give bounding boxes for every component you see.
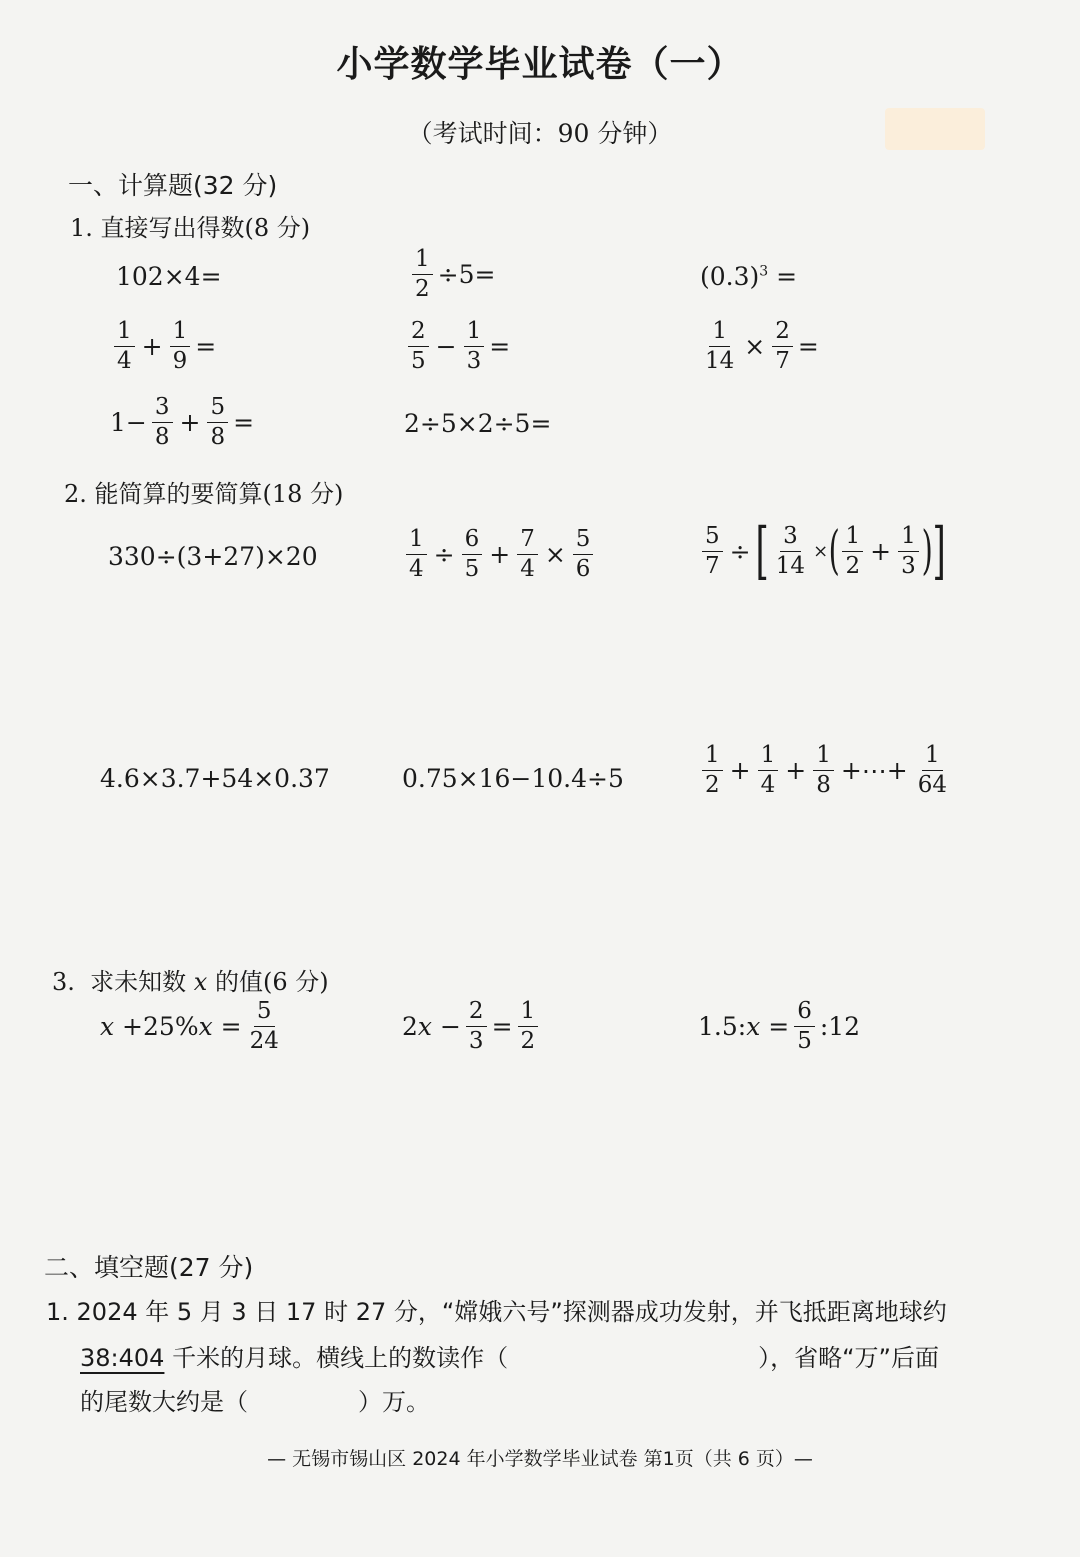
q1-item-2: $\frac{1}{2}$ ÷5= bbox=[410, 248, 495, 301]
q3-item-1: x +25%x = $\frac{5}{24}$ bbox=[100, 998, 279, 1054]
exam-duration: （考试时间：90 分钟） bbox=[407, 119, 673, 148]
q2-label: 2. 能简算的要简算(18 分) bbox=[64, 480, 344, 508]
q1-item-4: $\frac{1}{4}$ + $\frac{1}{9}$ = bbox=[112, 320, 216, 373]
q2-item-4: 4.6×3.7+54×0.37 bbox=[100, 764, 330, 793]
underlined-distance: 38:404 bbox=[80, 1344, 165, 1372]
q2-item-5: 0.75×16−10.4÷5 bbox=[402, 764, 624, 793]
q2-item-3: $\frac{5}{7}$ ÷ [ $\frac{3}{14}$ × ( $\frac{1}{2}$ + $\frac{1}{3}$ ) ] bbox=[700, 520, 945, 582]
q1-item-6: $\frac{1}{14}$ × $\frac{2}{7}$ = bbox=[705, 318, 819, 374]
section2-heading: 二、填空题(27 分) bbox=[44, 1253, 254, 1282]
exam-title: 小学数学毕业试卷（一） bbox=[336, 44, 744, 85]
q3-item-2: 2x − $\frac{2}{3}$ = $\frac{1}{2}$ bbox=[402, 1000, 540, 1053]
q2-item-2: $\frac{1}{4}$ ÷ $\frac{6}{5}$ + $\frac{7}{4}$ × $\frac{5}{6}$ bbox=[404, 528, 595, 581]
q2-item-1: 330÷(3+27)×20 bbox=[108, 542, 318, 571]
page-footer: — 无锡市锡山区 2024 年小学数学毕业试卷 第1页（共 6 页）— bbox=[267, 1448, 813, 1470]
q1-item-1-text: 102×4= bbox=[116, 262, 222, 291]
q1-item-1 bbox=[116, 262, 222, 291]
q2-item-6: $\frac{1}{2}$ + $\frac{1}{4}$ + $\frac{1}{8}$ +⋯+ $\frac{1}{64}$ bbox=[700, 744, 952, 797]
q1-label: 1. 直接写出得数(8 分) bbox=[70, 214, 311, 242]
q3-item-3: 1.5:x = $\frac{6}{5}$ :12 bbox=[698, 998, 861, 1054]
fill-q1-line3: 的尾数大约是（ ）万。 bbox=[80, 1388, 430, 1416]
q1-item-3: $(0.3)^3$ = bbox=[700, 262, 798, 291]
fill-q1-line2: 38:404 千米的月球。横线上的数读作（ ），省略“万”后面 bbox=[80, 1344, 939, 1372]
q1-item-5: $\frac{2}{5}$ − $\frac{1}{3}$ = bbox=[406, 320, 510, 373]
section1-heading: 一、计算题(32 分) bbox=[68, 171, 278, 200]
q1-item-7: 1− $\frac{3}{8}$ + $\frac{5}{8}$ = bbox=[110, 394, 255, 450]
q3-label: 3. 求未知数 x 的值(6 分) bbox=[52, 968, 329, 996]
fill-q1-line1: 1. 2024 年 5 月 3 日 17 时 27 分，“嫦娥六号”探测器成功发射，并飞抵距离地球约 bbox=[46, 1298, 947, 1326]
q1-item-8: 2÷5×2÷5= bbox=[404, 409, 552, 438]
